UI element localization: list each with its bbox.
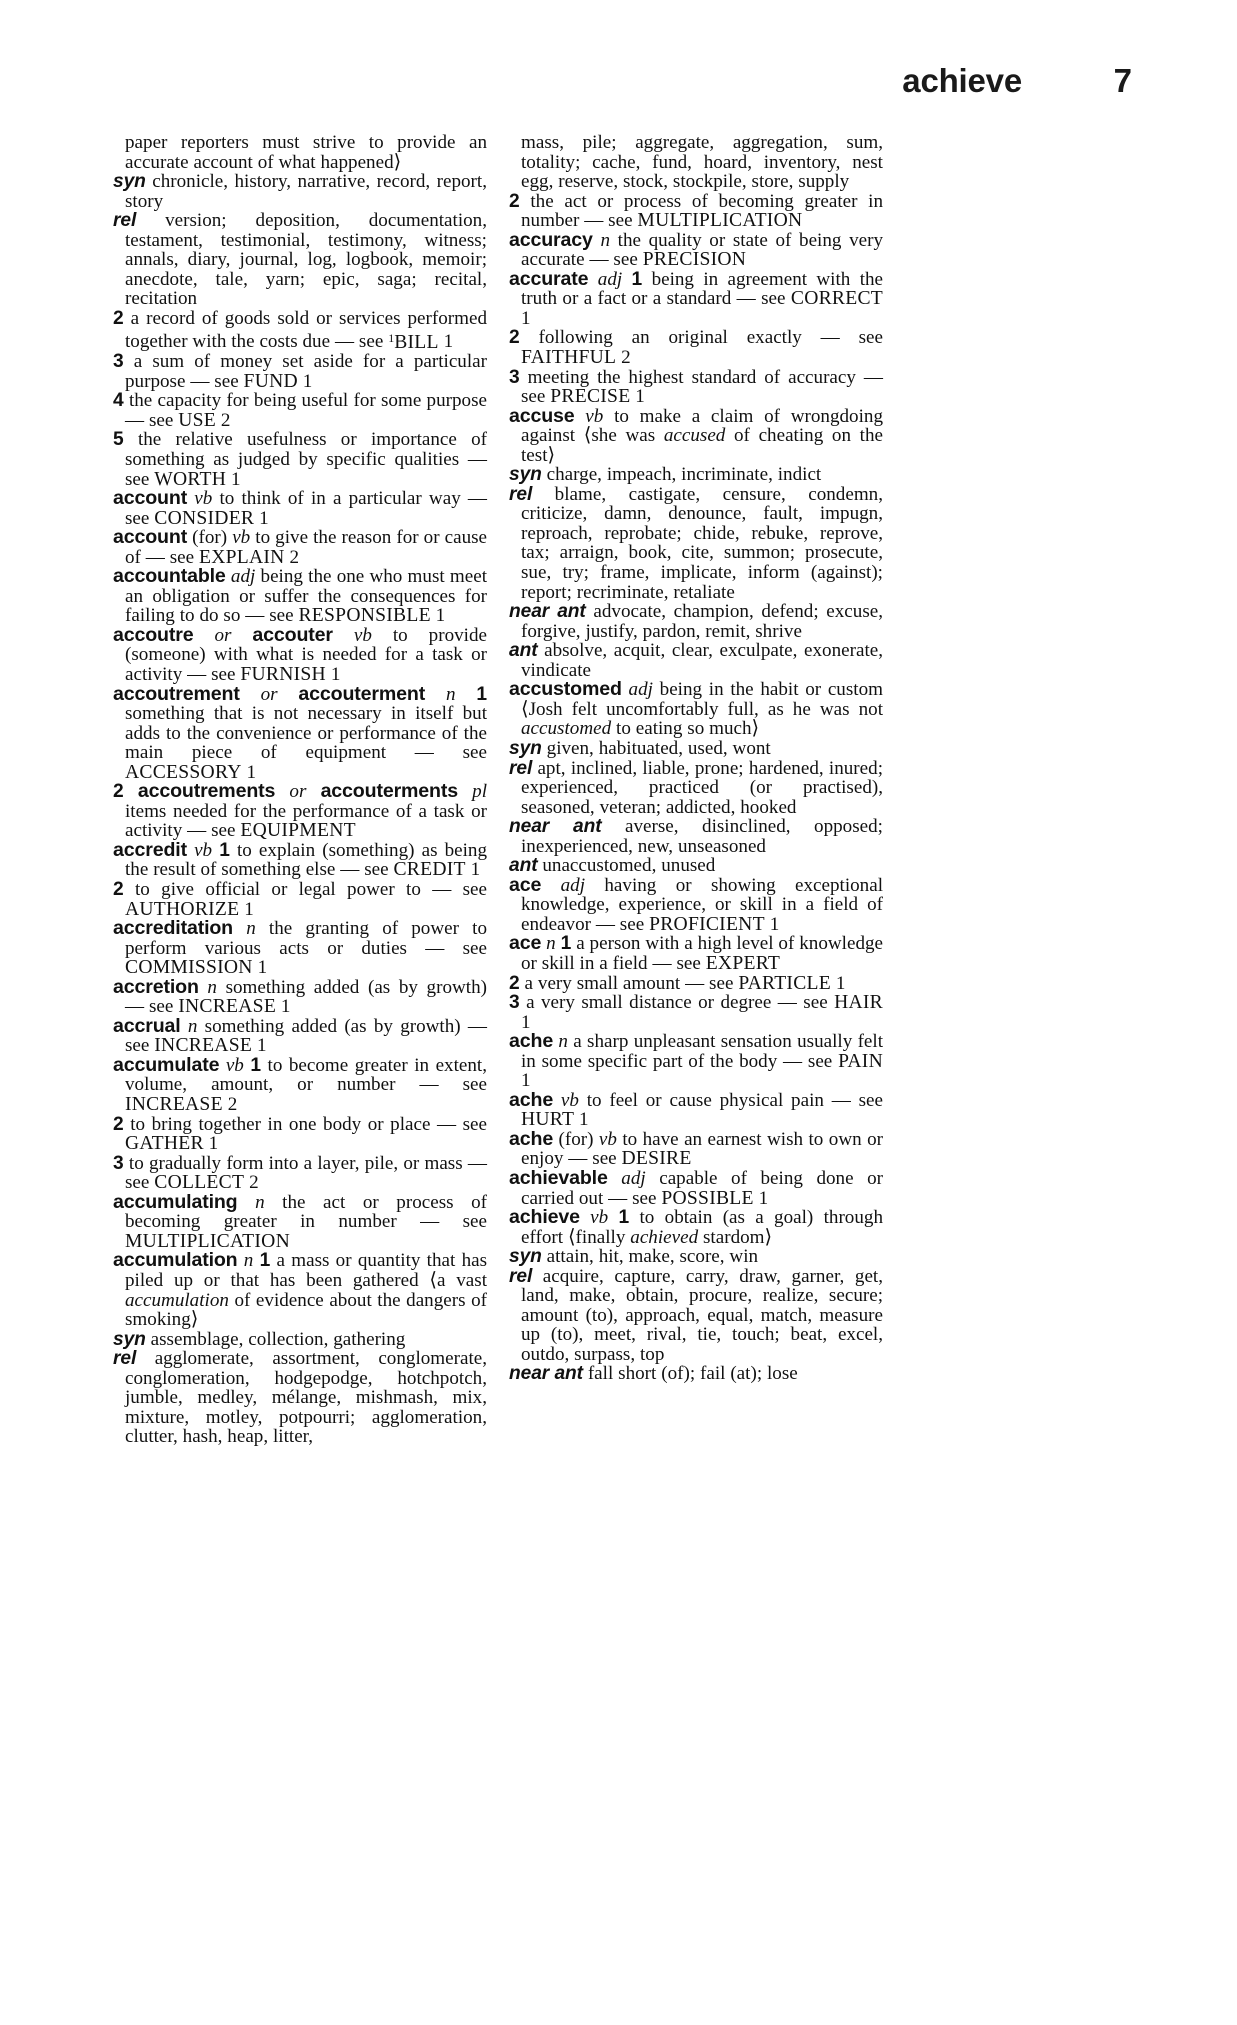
- angle-bracket-open: ⟨: [567, 1226, 576, 1248]
- left-column: [113, 133, 487, 1447]
- running-head-word: achieve: [902, 62, 1022, 99]
- accredit-sense-2: [113, 880, 487, 919]
- headword: accountable: [113, 565, 226, 588]
- definition-text: averse, disinclined, opposed; inexperienced, new, unseasoned: [521, 816, 883, 857]
- cross-reference: POSSIBLE: [661, 1187, 754, 1209]
- functional-label: ant: [509, 855, 538, 877]
- part-of-speech: vb: [560, 1089, 579, 1111]
- illustration-catchword: achieved: [630, 1226, 699, 1248]
- definition-text: acquire, capture, carry, draw, garner, get, land, make, obtain, procure, realize, secure; amount (to), approach, equal, match, measure up (to), meet, rival, tie, touch; beat, excel, outdo, surpass, top: [521, 1265, 884, 1365]
- cross-reference: CORRECT: [790, 288, 883, 310]
- part-of-speech: vb: [232, 527, 251, 549]
- cross-reference: FURNISH: [240, 664, 326, 685]
- part-of-speech: n: [243, 1250, 254, 1272]
- part-of-speech: adj: [628, 679, 653, 701]
- definition-text: chronicle, history, narrative, record, report, story: [125, 171, 487, 212]
- headword-qualifier: (for): [558, 1128, 594, 1150]
- cross-reference: CREDIT: [393, 859, 466, 881]
- cross-reference: INCREASE: [125, 1094, 223, 1116]
- definition-text: given, habituated, used, wont: [546, 737, 771, 759]
- definition-text: apt, inclined, liable, prone; hardened, inured; experienced, practiced (or practised), seasoned, veteran; addicted, hooked: [521, 757, 883, 818]
- cross-reference-sense-number: 2: [249, 1172, 259, 1194]
- cross-reference: DESIRE: [621, 1148, 692, 1170]
- definition-text: to feel or cause physical pain — see: [586, 1089, 883, 1111]
- sense-number: 1: [560, 933, 572, 955]
- functional-label: syn: [509, 1246, 542, 1268]
- headword: accumulate: [113, 1053, 220, 1076]
- illustration-catchword: accustomed: [521, 718, 612, 740]
- cross-reference: EQUIPMENT: [240, 820, 356, 842]
- functional-label: rel: [509, 483, 533, 505]
- account-n-sense-2: [113, 309, 487, 352]
- variant-joiner: or: [260, 683, 278, 705]
- definition-text: the relative usefulness or importance of something as judged by specific qualities — see: [125, 429, 488, 490]
- sense-number: 2: [113, 307, 124, 329]
- cross-reference-sense-number: 1: [835, 972, 846, 994]
- angle-bracket-open: ⟨: [429, 1269, 437, 1291]
- sense-number: 1: [219, 839, 230, 861]
- definition-text: being in the habit or custom ⟨Josh felt uncomfortably full, as he was not accustomed to eating so much⟩: [521, 679, 883, 740]
- cross-reference-sense-number: 1: [579, 1109, 589, 1131]
- cross-reference: HURT: [521, 1109, 575, 1131]
- sense-number: 2: [113, 1113, 124, 1135]
- cross-reference-sense-number: 1: [470, 859, 481, 881]
- entry-accreditation: [113, 919, 487, 978]
- cross-reference-sense-number: 1: [521, 1011, 531, 1033]
- headword: account: [113, 487, 188, 510]
- part-of-speech: adj: [621, 1167, 646, 1189]
- ace-sense-3: [509, 993, 883, 1032]
- part-of-speech: adj: [560, 874, 586, 896]
- definition-text: absolve, acquit, clear, exculpate, exonerate, vindicate: [521, 640, 884, 681]
- part-of-speech: n: [558, 1031, 568, 1053]
- definition-text: following an original exactly — see: [538, 327, 883, 349]
- accuse-rel: [509, 485, 883, 602]
- part-of-speech: vb: [590, 1207, 609, 1229]
- definition-text: fall short (of); fail (at); lose: [587, 1363, 798, 1385]
- functional-label: syn: [113, 171, 146, 193]
- sense-number: 3: [509, 992, 520, 1014]
- sense-number: 3: [113, 351, 124, 373]
- cross-reference: COMMISSION: [125, 957, 253, 979]
- definition-text: capable of being done or carried out — see: [521, 1167, 884, 1209]
- headword: account: [113, 526, 188, 549]
- headword: accrual: [113, 1014, 181, 1037]
- cross-reference: FAITHFUL: [521, 347, 617, 369]
- accustomed-rel: [509, 759, 883, 818]
- headword: accoutre: [113, 623, 194, 646]
- entry-accrual: [113, 1014, 488, 1057]
- cross-reference: MULTIPLICATION: [125, 1230, 290, 1252]
- cross-reference: MULTIPLICATION: [637, 210, 803, 232]
- definition-text: to obtain (as a goal) through effort ⟨finally achieved stardom⟩: [521, 1207, 883, 1248]
- achieve-rel: [509, 1267, 883, 1365]
- cross-reference: AUTHORIZE: [125, 898, 240, 920]
- cross-reference-sense-number: 1: [769, 913, 780, 935]
- cross-reference-sense-number: 1: [330, 664, 341, 685]
- cross-reference: PARTICLE: [738, 972, 831, 994]
- headword: ache: [509, 1030, 554, 1053]
- part-of-speech: n: [600, 229, 610, 251]
- headword: accuracy: [509, 228, 593, 251]
- cross-reference-sense-number: 1: [302, 370, 313, 392]
- angle-bracket-close: ⟩: [393, 151, 402, 173]
- headword: accoutrements: [137, 780, 276, 803]
- entry-achievable: [509, 1166, 884, 1209]
- entry-account-vb: [113, 489, 487, 528]
- part-of-speech: n: [246, 918, 256, 940]
- cross-reference: HAIR: [834, 992, 884, 1014]
- entry-ache-n: [509, 1032, 883, 1091]
- account-n-sense-3: [113, 352, 487, 391]
- sense-number: 2: [113, 781, 124, 803]
- part-of-speech: vb: [194, 488, 213, 510]
- functional-label: rel: [113, 210, 137, 232]
- definition-text: the quality or state of being very accurate — see: [521, 229, 884, 271]
- headword: accumulating: [113, 1190, 238, 1213]
- cross-reference-sense-number: 2: [227, 1094, 238, 1116]
- accuse-near-ant: [509, 602, 883, 641]
- cross-reference-sense-number: 1: [635, 386, 645, 408]
- headword: ache: [509, 1088, 554, 1111]
- cross-reference: RESPONSIBLE: [298, 605, 431, 627]
- entry-account-for: [113, 528, 487, 567]
- entry-ache-vb: [509, 1088, 883, 1131]
- definition-text: items needed for the performance of a task or activity — see: [125, 800, 487, 842]
- definition-text: to have an earnest wish to own or enjoy — see: [521, 1128, 883, 1170]
- definition-text: to become greater in extent, volume, amount, or number — see: [125, 1054, 487, 1096]
- definition-text: mass, pile; aggregate, aggregation, sum, totality; cache, fund, hoard, inventory, nest egg, reserve, stock, stockpile, store, supply: [521, 132, 883, 193]
- functional-label: rel: [509, 1265, 533, 1287]
- definition-text: assemblage, collection, gathering: [150, 1328, 406, 1350]
- definition-text: version; deposition, documentation, testament, testimonial, testimony, witness; annals, diary, journal, log, logbook, memoir; anecdote, tale, yarn; epic, saga; recital, recitation: [125, 210, 488, 310]
- part-of-speech: n: [445, 683, 456, 705]
- part-of-speech: adj: [597, 268, 623, 290]
- headword: ace: [509, 932, 542, 955]
- angle-bracket-close: ⟩: [547, 444, 556, 466]
- definition-text: something added (as by growth) — see: [125, 1015, 488, 1057]
- accoutrement-sense-2: [113, 782, 487, 841]
- headword: achievable: [509, 1166, 608, 1189]
- accuse-syn: [509, 465, 883, 485]
- definition-text: something that is not necessary in itself but adds to the convenience or performance of the main piece of equipment — see: [125, 703, 487, 764]
- sense-number: 5: [113, 429, 124, 451]
- definition-text: to gradually form into a layer, pile, or mass — see: [125, 1152, 487, 1194]
- entry-accoutre: [113, 623, 488, 685]
- definition-text: advocate, champion, defend; excuse, forgive, justify, pardon, remit, shrive: [521, 601, 884, 642]
- sense-number: 2: [509, 327, 520, 349]
- homograph-superscript: 1: [388, 330, 395, 345]
- sense-number: 3: [509, 366, 520, 388]
- sense-number: 1: [631, 268, 643, 290]
- sense-number: 2: [509, 190, 520, 212]
- sense-number: 1: [476, 683, 488, 705]
- column-container: [113, 133, 1125, 1447]
- cross-reference-sense-number: 1: [259, 507, 269, 529]
- headword-variant: accouter: [252, 623, 333, 646]
- headword: ace: [509, 873, 542, 896]
- functional-label: rel: [509, 757, 533, 779]
- definition-text: the granting of power to perform various acts or duties — see: [125, 918, 487, 959]
- accumulation-syn: [113, 1330, 487, 1350]
- cross-reference: EXPERT: [705, 952, 781, 974]
- account-n-syn: [113, 172, 487, 211]
- cross-reference: CONSIDER: [154, 507, 255, 529]
- headword: achieve: [509, 1206, 580, 1229]
- functional-label: syn: [509, 737, 542, 759]
- definition-text: a very small amount — see: [524, 972, 739, 994]
- page-number: 7: [1113, 62, 1132, 99]
- accustomed-syn: [509, 739, 883, 759]
- definition-text: blame, castigate, censure, condemn, criticize, damn, denounce, fault, impugn, reproach, reprobate; chide, rebuke, reprove, tax; arraign, book, cite, summon; prosecute, sue, try; frame, implicate, inform (against); report; recriminate, retaliate: [521, 483, 883, 603]
- sense-number: 3: [113, 1152, 124, 1174]
- cross-reference: PROFICIENT: [649, 913, 765, 935]
- cross-reference: EXPLAIN: [199, 546, 285, 568]
- part-of-speech: vb: [225, 1054, 244, 1076]
- definition-text: attain, hit, make, score, win: [546, 1246, 759, 1268]
- definition-text: a record of goods sold or services performed together with the costs due — see: [125, 307, 487, 353]
- angle-bracket-open: ⟨: [521, 698, 529, 720]
- cross-reference: GATHER: [125, 1133, 204, 1155]
- definition-text: a person with a high level of knowledge or skill in a field — see: [521, 933, 884, 974]
- cross-reference: $^1$BILL: [388, 330, 439, 353]
- functional-label: near ant: [509, 601, 586, 623]
- definition-text: charge, impeach, incriminate, indict: [546, 464, 822, 486]
- running-head: [113, 62, 1132, 104]
- cross-reference: COLLECT: [154, 1172, 245, 1194]
- definition-text: to explain (something) as being the result of something else — see: [125, 839, 488, 881]
- cross-reference: WORTH: [154, 468, 227, 490]
- account-n-carryover: [113, 133, 487, 172]
- headword-qualifier: (for): [192, 527, 228, 549]
- functional-label: ant: [509, 640, 538, 662]
- definition-text: having or showing exceptional knowledge, experience, or skill in a field of endeavor — see: [521, 874, 884, 935]
- definition-text: agglomerate, assortment, conglomerate, conglomeration, hodgepodge, hotchpotch, jumble, medley, mélange, mishmash, mix, mixture, motley, potpourri; agglomeration, clutter, hash, heap, litter,: [125, 1348, 488, 1448]
- cross-reference-sense-number: 1: [246, 761, 257, 783]
- functional-label: near ant: [509, 816, 602, 838]
- angle-bracket-close: ⟩: [764, 1226, 773, 1248]
- angle-bracket-close: ⟩: [190, 1309, 199, 1331]
- cross-reference-sense-number: 2: [289, 546, 299, 568]
- functional-label: syn: [113, 1328, 146, 1350]
- entry-accuracy: [509, 228, 884, 271]
- definition-text: to provide (someone) with what is needed for a task or activity — see: [125, 624, 488, 685]
- headword: accuse: [509, 404, 575, 427]
- definition-text: the act or process of becoming greater in number — see: [125, 1191, 488, 1233]
- cross-reference: INCREASE: [178, 996, 277, 1018]
- functional-label: rel: [113, 1348, 137, 1370]
- headword: ache: [509, 1127, 554, 1150]
- headword: accredit: [113, 838, 187, 861]
- cross-reference-sense-number: 1: [280, 996, 291, 1018]
- definition-text: something added (as by growth) — see: [125, 976, 488, 1018]
- functional-label: near ant: [509, 1363, 583, 1385]
- cross-reference-sense-number: 1: [521, 1070, 531, 1092]
- illustration-catchword: accused: [663, 425, 726, 447]
- accumulation-sense-2: [509, 192, 883, 231]
- definition-text: meeting the highest standard of accuracy — see: [521, 366, 883, 408]
- definition-text: being the one who must meet an obligation or suffer the consequences for failing to do so — see: [125, 566, 488, 627]
- definition-text: paper reporters must strive to provide an accurate account of what happened⟩: [125, 132, 487, 173]
- definition-text: to give the reason for or cause of — see: [125, 527, 488, 568]
- definition-text: a sum of money set aside for a particular purpose — see: [125, 351, 487, 392]
- sense-number: 4: [113, 390, 124, 412]
- cross-reference: PRECISION: [642, 249, 747, 271]
- cross-reference: FUND: [243, 370, 298, 392]
- cross-reference-sense-number: 1: [521, 307, 531, 329]
- headword: accoutrement: [113, 682, 240, 705]
- angle-bracket-close: ⟩: [751, 718, 760, 740]
- sense-number: 1: [250, 1054, 262, 1076]
- illustration-catchword: accumulation: [125, 1289, 229, 1311]
- accumulation-rel: [113, 1349, 487, 1447]
- definition-text: to think of in a particular way — see: [125, 488, 487, 529]
- entry-accustomed: [509, 680, 883, 739]
- cross-reference-sense-number: 1: [208, 1133, 219, 1155]
- headword: accumulation: [113, 1249, 238, 1272]
- account-n-sense-4: [113, 391, 487, 430]
- accurate-sense-3: [509, 368, 883, 407]
- accustomed-ant: [509, 856, 883, 876]
- part-of-speech: n: [207, 976, 217, 998]
- headword: accustomed: [509, 678, 622, 701]
- sense-number: 2: [509, 972, 520, 994]
- cross-reference-sense-number: 1: [443, 331, 454, 353]
- cross-reference-sense-number: 1: [244, 898, 254, 920]
- cross-reference: PAIN: [838, 1050, 883, 1072]
- entry-accuse: [509, 404, 883, 466]
- achieve-near-ant: [509, 1364, 883, 1384]
- cross-reference-sense-number: 1: [257, 957, 268, 979]
- entry-accredit: [113, 838, 488, 881]
- entry-accurate: [509, 267, 884, 329]
- entry-accountable: [113, 567, 487, 626]
- right-column: [509, 133, 883, 1447]
- variant-joiner: or: [289, 781, 307, 803]
- headword: accurate: [509, 267, 589, 290]
- entry-ace-n: [509, 934, 883, 973]
- part-of-speech: adj: [230, 566, 256, 588]
- achieve-syn: [509, 1247, 883, 1267]
- cross-reference: USE: [178, 409, 217, 431]
- definition-text: a sharp unpleasant sensation usually felt in some specific part of the body — see: [521, 1031, 884, 1072]
- part-of-speech: n: [546, 933, 556, 955]
- part-of-speech: pl: [472, 781, 488, 803]
- headword: accreditation: [113, 917, 234, 940]
- definition-text: being in agreement with the truth or a fact or a standard — see: [521, 268, 884, 310]
- sense-number: 2: [113, 879, 124, 901]
- entry-accumulation: [113, 1251, 487, 1329]
- part-of-speech: vb: [353, 624, 372, 646]
- part-of-speech: n: [187, 1015, 198, 1037]
- cross-reference: PRECISE: [550, 386, 631, 408]
- entry-ace-adj: [509, 873, 884, 935]
- accuse-ant: [509, 641, 883, 680]
- definition-text: the capacity for being useful for some purpose — see: [125, 390, 487, 431]
- entry-accretion: [113, 975, 488, 1018]
- accumulate-sense-3: [113, 1154, 487, 1193]
- part-of-speech: vb: [585, 405, 604, 427]
- definition-text: the act or process of becoming greater in number — see: [521, 190, 884, 232]
- entry-accumulate: [113, 1053, 487, 1116]
- cross-reference-sense-number: 1: [435, 605, 446, 627]
- variant-joiner: or: [214, 624, 232, 646]
- headword-variant: accouterment: [298, 682, 426, 705]
- part-of-speech: n: [255, 1191, 265, 1213]
- accustomed-near-ant: [509, 817, 883, 856]
- sense-number: 1: [259, 1250, 271, 1272]
- functional-label: syn: [509, 464, 542, 486]
- accurate-sense-2: [509, 328, 883, 367]
- account-n-sense-5: [113, 430, 487, 489]
- accumulate-sense-2: [113, 1115, 487, 1154]
- cross-reference-sense-number: 2: [621, 347, 631, 369]
- entry-accumulating: [113, 1190, 488, 1252]
- definition-text: to make a claim of wrongdoing against ⟨she was accused of cheating on the test⟩: [521, 405, 883, 466]
- entry-ache-for: [509, 1127, 883, 1170]
- entry-achieve: [509, 1208, 883, 1247]
- definition-text: unaccustomed, unused: [542, 855, 716, 877]
- cross-reference: ACCESSORY: [125, 761, 242, 783]
- definition-text: to give official or legal power to — see: [134, 879, 487, 901]
- definition-text: a very small distance or degree — see: [526, 992, 835, 1014]
- part-of-speech: vb: [194, 839, 213, 861]
- cross-reference-sense-number: 1: [758, 1187, 769, 1209]
- headword: accretion: [113, 975, 199, 998]
- headword-variant: accouterments: [320, 780, 458, 803]
- account-n-rel: [113, 211, 487, 309]
- part-of-speech: vb: [598, 1128, 617, 1150]
- cross-reference-sense-number: 1: [231, 468, 241, 490]
- sense-number: 1: [618, 1207, 630, 1229]
- entry-accoutrement: [113, 682, 488, 783]
- cross-reference-sense-number: 1: [256, 1035, 267, 1057]
- definition-text: a mass or quantity that has piled up or that has been gathered ⟨a vast accumulation of evidence about the dangers of smoking⟩: [125, 1250, 488, 1331]
- accumulation-rel-continued: [509, 133, 883, 192]
- definition-text: to bring together in one body or place — see: [130, 1113, 488, 1135]
- cross-reference-sense-number: 2: [220, 409, 231, 431]
- cross-reference: INCREASE: [154, 1035, 253, 1057]
- ace-sense-2: [509, 974, 883, 994]
- angle-bracket-open: ⟨: [583, 425, 592, 447]
